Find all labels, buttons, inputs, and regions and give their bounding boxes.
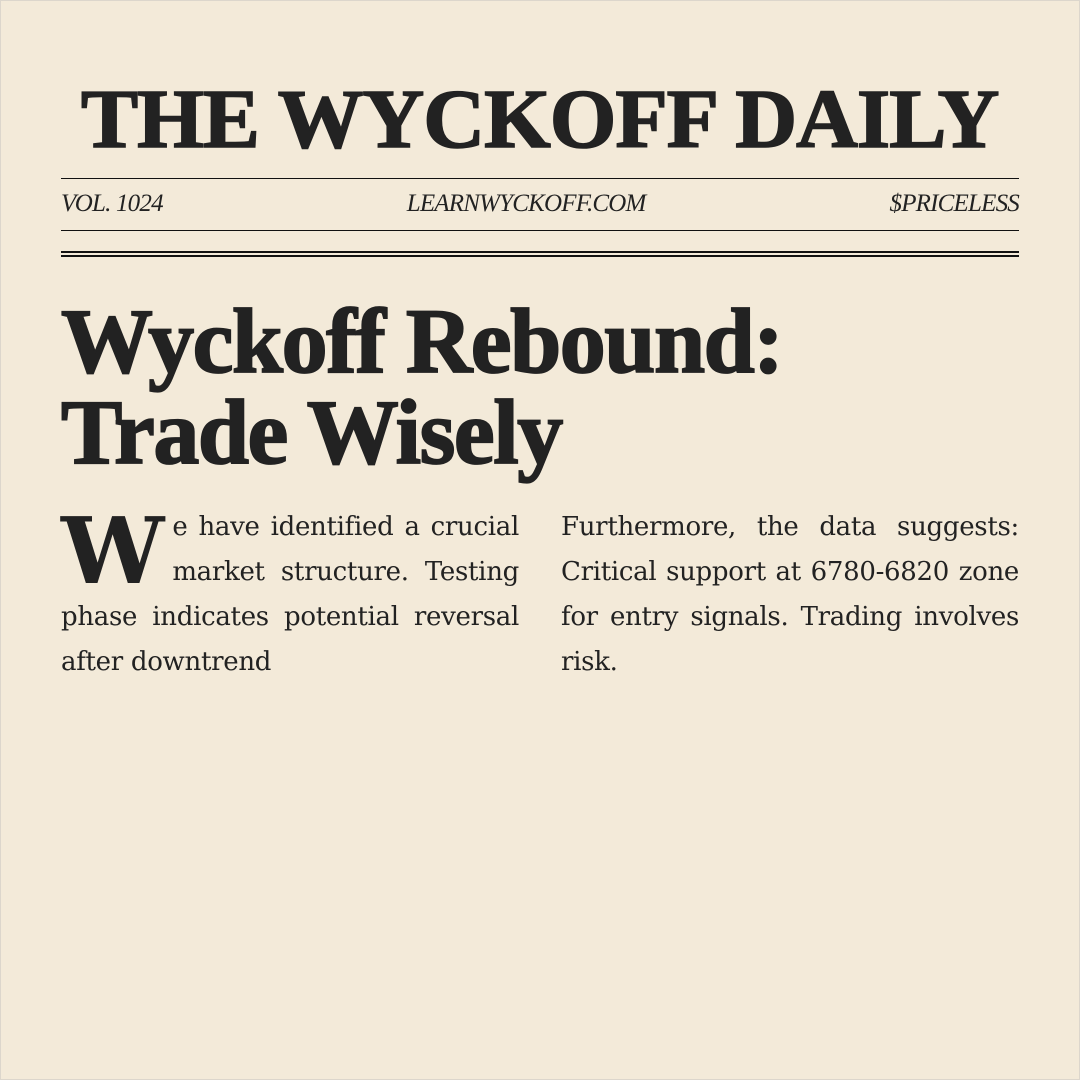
article-column-2 bbox=[561, 505, 1019, 685]
drop-cap: W bbox=[61, 497, 163, 605]
info-bar bbox=[61, 187, 1019, 221]
masthead bbox=[61, 72, 1019, 168]
headline-line-2: Trade Wisely bbox=[61, 381, 562, 483]
divider-top bbox=[61, 178, 1019, 179]
price-label: $PRICELESS bbox=[889, 190, 1019, 217]
column-1-text: e have identified a crucial market structure. Testing phase indicates potential reversal after downtrend bbox=[61, 512, 519, 677]
website-link: LEARNWYCKOFF.COM bbox=[406, 190, 646, 217]
article-headline bbox=[61, 290, 1019, 483]
divider-middle bbox=[61, 230, 1019, 231]
newspaper-title: THE WYCKOFF DAILY bbox=[81, 73, 999, 166]
double-rule-lower bbox=[61, 255, 1019, 257]
headline-line-1: Wyckoff Rebound: bbox=[61, 290, 783, 392]
article-body bbox=[61, 497, 1019, 685]
column-2-text: Furthermore, the data suggests: Critical support at 6780-6820 zone for entry signals. Trading involves risk. bbox=[561, 512, 1019, 677]
volume-number: VOL. 1024 bbox=[61, 190, 163, 217]
article-column-1 bbox=[61, 497, 519, 685]
double-rule-upper bbox=[61, 251, 1019, 253]
